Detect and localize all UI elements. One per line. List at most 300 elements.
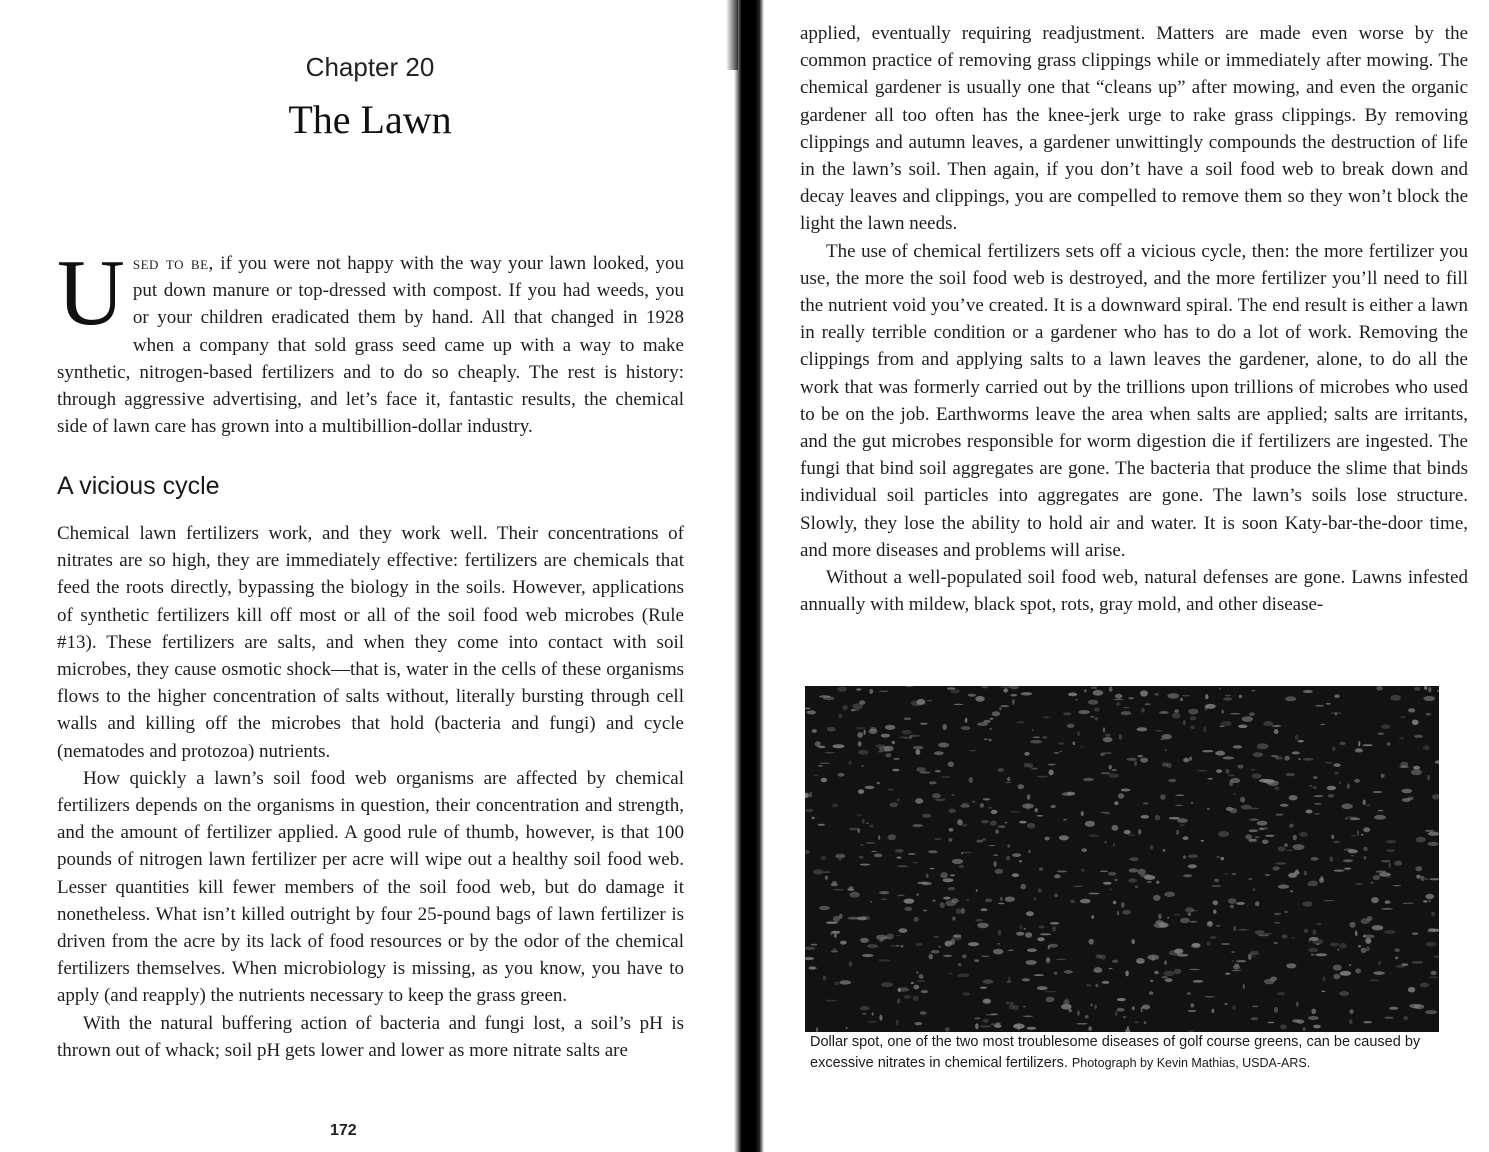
grass-speckle [1381,774,1385,778]
grass-speckle [1384,930,1396,934]
paragraph: With the natural buffering action of bacteria and fungi lost, a soil’s pH is thrown out of whack; soil pH gets lower and lower as more nitrate salts are [57,1012,684,1061]
grass-speckle [953,704,963,705]
grass-speckle [911,982,914,984]
grass-speckle [1425,894,1434,899]
grass-speckle [1408,708,1415,712]
grass-speckle [1048,945,1050,949]
grass-speckle [1233,965,1240,970]
grass-speckle [1138,755,1143,757]
grass-speckle [1188,709,1198,715]
grass-speckle [897,865,908,867]
grass-speckle [1105,841,1107,843]
grass-speckle [806,809,814,812]
grass-speckle [962,992,970,996]
grass-speckle [1412,932,1418,935]
grass-speckle [912,824,923,827]
grass-speckle [904,717,912,720]
grass-speckle [1188,854,1198,858]
grass-speckle [1409,1004,1420,1008]
grass-speckle [1012,873,1019,877]
grass-speckle [942,724,947,730]
grass-speckle [1094,967,1103,973]
grass-speckle [1303,901,1313,907]
grass-speckle [1091,915,1094,919]
grass-speckle [940,902,945,908]
grass-speckle [1274,729,1279,734]
grass-speckle [868,1021,877,1023]
grass-speckle [1077,732,1080,736]
grass-speckle [1231,970,1241,972]
grass-speckle [1275,862,1287,864]
grass-speckle [1094,708,1100,712]
grass-speckle [1045,997,1054,1003]
grass-speckle [1150,980,1153,982]
grass-speckle [1252,1006,1259,1008]
grass-speckle [1105,812,1111,815]
grass-speckle [1119,734,1123,740]
grass-speckle [1100,772,1110,774]
grass-speckle [1361,918,1370,924]
grass-speckle [1075,699,1078,701]
grass-speckle [1189,921,1198,923]
grass-speckle [1303,1027,1306,1031]
grass-speckle [830,932,832,935]
grass-speckle [934,751,944,755]
grass-speckle [998,903,1005,905]
grass-speckle [849,886,854,888]
grass-speckle [1332,746,1336,751]
grass-speckle [1086,984,1091,987]
caption-text: Dollar spot, one of the two most troublesome diseases of golf course greens, can be caused by excessive nitrates in chemical fertilizers. [810,1034,1421,1071]
grass-speckle [1423,696,1435,701]
grass-speckle [1339,781,1341,784]
grass-speckle [834,981,839,985]
grass-speckle [1320,876,1323,880]
grass-speckle [1233,793,1235,795]
grass-speckle [1037,986,1048,990]
grass-speckle [1381,908,1393,910]
grass-speckle [899,736,905,738]
grass-speckle [858,750,869,755]
grass-speckle [889,802,898,807]
grass-speckle [881,899,887,901]
grass-speckle [861,765,864,767]
grass-speckle [820,856,826,860]
grass-speckle [1213,910,1216,914]
grass-speckle [1349,964,1352,965]
grass-speckle [1277,992,1285,995]
grass-speckle [940,872,947,878]
grass-speckle [1113,843,1115,847]
grass-speckle [916,971,918,973]
grass-speckle [1036,815,1043,817]
grass-speckle [1000,705,1009,707]
grass-speckle [1361,948,1367,953]
grass-speckle [1025,932,1032,938]
right-page [760,0,1489,1152]
grass-speckle [1045,991,1057,993]
grass-speckle [1078,710,1090,714]
grass-speckle [826,1000,838,1002]
grass-speckle [1249,819,1259,821]
grass-speckle [1216,856,1219,858]
grass-speckle [948,809,956,813]
grass-speckle [1376,686,1383,691]
grass-speckle [1037,937,1044,941]
grass-speckle [866,842,876,844]
grass-speckle [1211,885,1221,887]
grass-speckle [833,744,845,748]
grass-speckle [1129,868,1139,872]
grass-speckle [1140,758,1148,763]
grass-speckle [1021,692,1033,695]
grass-speckle [1108,872,1117,876]
grass-speckle [990,821,997,826]
grass-speckle [988,807,992,809]
grass-speckle [1167,693,1179,699]
grass-speckle [1394,948,1400,952]
grass-speckle [1126,758,1137,761]
grass-speckle [866,823,869,824]
grass-speckle [1117,911,1119,915]
grass-speckle [1242,716,1254,722]
grass-speckle [968,942,979,946]
grass-speckle [1428,928,1436,930]
grass-speckle [1394,861,1402,866]
grass-speckle [1063,819,1067,820]
grass-speckle [988,739,991,742]
grass-speckle [1413,766,1420,770]
grass-speckle [847,888,854,891]
grass-speckle [948,838,952,842]
grass-speckle [1400,716,1406,718]
grass-speckle [1032,729,1034,731]
grass-speckle [904,907,912,911]
grass-speckle [961,726,971,730]
left-page [0,0,730,1152]
grass-speckle [1177,954,1189,957]
grass-speckle [888,834,896,840]
grass-speckle [1189,969,1200,970]
grass-speckle [1073,886,1083,887]
grass-speckle [1154,971,1158,975]
grass-speckle [814,775,819,776]
grass-speckle [852,703,863,709]
grass-speckle [1295,735,1299,740]
opening-text: if you were not happy with the way your lawn looked, you put down manure or top-dressed with compost. If you had weeds, you or your children eradicated them by hand. All that changed in 1928 when a company that sold grass seed came up with a way to make synthetic, nitrogen-based fertilizers and to do so cheaply. The rest is history: through aggressive advertising, and let’s face it, fantastic results, the chemical side of lawn care has grown into a multibillion-dollar industry. [57,253,684,438]
grass-speckle [1416,875,1420,879]
grass-speckle [1031,768,1037,770]
grass-speckle [1363,827,1370,832]
grass-speckle [1250,769,1255,771]
grass-speckle [1364,856,1367,860]
grass-speckle [862,1013,866,1015]
grass-speckle [1228,774,1235,776]
grass-speckle [1159,922,1169,927]
grass-speckle [1221,943,1230,945]
grass-speckle [950,874,955,876]
grass-speckle [985,899,992,903]
grass-speckle [1183,720,1186,725]
grass-speckle [1023,1006,1026,1007]
grass-speckle [1293,835,1297,841]
grass-speckle [825,752,835,753]
grass-speckle [949,973,953,974]
grass-speckle [864,730,866,735]
grass-speckle [1308,1016,1319,1020]
grass-speckle [938,946,941,948]
grass-speckle [1298,740,1304,743]
grass-speckle [965,718,968,723]
grass-speckle [1384,1017,1393,1019]
grass-speckle [1140,690,1148,696]
grass-speckle [1068,693,1077,697]
grass-speckle [1137,727,1148,731]
grass-speckle [1083,778,1094,782]
grass-speckle [1296,1002,1299,1007]
grass-speckle [1223,697,1232,700]
grass-speckle [1327,786,1336,791]
grass-speckle [1144,875,1155,880]
grass-speckle [1027,948,1037,952]
grass-speckle [1113,901,1117,905]
grass-speckle [974,959,979,962]
grass-speckle [1343,859,1353,862]
grass-speckle [1212,1009,1215,1013]
grass-speckle [1021,884,1026,890]
grass-speckle [860,1006,869,1010]
grass-speckle [1030,740,1042,744]
grass-speckle [928,850,938,853]
grass-speckle [975,919,983,922]
grass-speckle [1355,883,1363,884]
grass-speckle [1150,845,1154,850]
grass-speckle [917,882,928,885]
grass-speckle [851,709,856,711]
grass-speckle [856,727,866,729]
grass-speckle [1175,805,1183,807]
grass-speckle [1290,890,1293,892]
grass-speckle [1134,1022,1139,1024]
grass-speckle [983,979,993,984]
grass-speckle [1009,1004,1015,1009]
grass-speckle [1081,868,1085,872]
grass-speckle [1084,689,1086,692]
grass-speckle [1289,795,1298,800]
grass-speckle [1123,1016,1127,1019]
grass-speckle [1183,855,1186,858]
grass-speckle [1118,793,1124,799]
paragraph: applied, eventually requiring readjustment. Matters are made even worse by the common practice of removing grass clippings while or immediately after mowing. The chemical gardener is usually one that “cleans up” after mowing, and even the organic gardener all too often has the knee-jerk urge to rake grass clippings. By removing clippings and autumn leaves, a gardener unwittingly compounds the destruction of life in the lawn’s soil. Then again, if you don’t have a soil food web to break down and decay leaves and clippings, you are compelled to remove them so they won’t block the light the lawn needs. [800,23,1468,235]
grass-speckle [1289,824,1294,828]
grass-speckle [1061,1004,1072,1010]
grass-speckle [833,889,844,891]
grass-speckle [1175,795,1184,797]
grass-speckle [1249,839,1257,841]
grass-speckle [1267,780,1279,786]
grass-speckle [1358,945,1361,948]
grass-speckle [1232,873,1236,875]
grass-speckle [1121,711,1132,715]
grass-speckle [1363,935,1375,939]
grass-speckle [1091,686,1098,689]
grass-speckle [1240,797,1245,803]
grass-speckle [999,707,1002,710]
grass-speckle [1161,734,1171,739]
grass-speckle [874,854,883,858]
grass-speckle [1339,991,1349,996]
dollar-spot-photo [805,686,1439,1032]
grass-speckle [1395,957,1398,960]
grass-speckle [1270,977,1277,982]
grass-speckle [917,699,926,705]
grass-speckle [945,941,953,947]
grass-speckle [1054,874,1060,878]
grass-speckle [871,851,877,852]
grass-speckle [1058,742,1064,744]
grass-speckle [1337,949,1339,951]
grass-speckle [1174,949,1183,954]
grass-speckle [1373,971,1385,975]
grass-speckle [1103,737,1113,742]
drop-cap: U [57,241,125,345]
grass-speckle [1307,884,1310,885]
grass-speckle [1012,699,1015,705]
grass-speckle [1005,897,1015,902]
grass-speckle [1088,700,1098,705]
grass-speckle [1414,735,1423,738]
grass-speckle [1085,821,1095,827]
grass-speckle [1142,1005,1150,1010]
grass-speckle [1143,802,1149,804]
grass-speckle [1034,974,1044,976]
grass-speckle [980,1025,991,1027]
grass-speckle [1278,847,1286,852]
grass-speckle [1330,942,1339,946]
grass-speckle [1132,939,1135,944]
grass-speckle [1128,878,1137,882]
grass-speckle [1029,850,1031,853]
grass-speckle [1180,698,1183,701]
grass-speckle [1076,1023,1088,1024]
grass-speckle [812,729,817,733]
grass-speckle [1378,810,1384,811]
grass-speckle [898,928,907,933]
grass-speckle [865,786,875,789]
grass-speckle [922,814,931,818]
grass-speckle [1284,756,1289,761]
grass-speckle [858,789,864,794]
grass-speckle [1331,835,1334,839]
grass-speckle [1265,835,1275,837]
grass-speckle [1280,804,1288,807]
grass-speckle [1257,743,1269,749]
grass-speckle [1027,823,1036,829]
grass-speckle [976,889,978,891]
grass-speckle [1129,857,1138,861]
grass-speckle [848,761,852,765]
grass-speckle [1164,892,1175,898]
grass-speckle [1189,757,1192,761]
grass-speckle [952,917,956,921]
grass-speckle [869,825,873,828]
grass-speckle [1366,804,1370,806]
grass-speckle [1232,1005,1236,1010]
grass-speckle [1238,725,1247,729]
grass-speckle [1333,974,1340,980]
grass-speckle [897,799,900,802]
grass-speckle [1236,960,1246,962]
grass-speckle [952,794,955,795]
grass-speckle [1415,866,1422,871]
grass-speckle [1023,1016,1033,1018]
grass-speckle [1020,924,1022,930]
grass-speckle [897,999,900,1004]
grass-speckle [916,767,926,772]
grass-speckle [1386,849,1395,852]
grass-speckle [849,828,861,831]
grass-speckle [961,803,969,805]
grass-speckle [1136,961,1146,963]
grass-speckle [989,728,992,730]
grass-speckle [813,869,823,874]
grass-speckle [1051,805,1056,808]
grass-speckle [916,943,923,946]
grass-speckle [1190,1003,1194,1007]
grass-speckle [1155,730,1162,732]
grass-speckle [913,862,917,863]
grass-speckle [1304,871,1307,876]
grass-speckle [1162,762,1168,766]
book-gutter-flare [726,0,738,70]
grass-speckle [1187,992,1191,995]
grass-speckle [975,1023,979,1029]
grass-speckle [1253,888,1256,891]
grass-speckle [879,891,889,894]
grass-speckle [1278,885,1289,889]
grass-speckle [1232,960,1235,961]
grass-speckle [914,917,919,922]
grass-speckle [1205,704,1216,709]
grass-speckle [1428,842,1439,846]
grass-speckle [1154,693,1159,696]
grass-speckle [1091,1004,1093,1007]
grass-speckle [1315,705,1324,707]
grass-speckle [1333,965,1342,971]
grass-speckle [1372,791,1382,793]
grass-speckle [1285,696,1296,701]
grass-speckle [831,950,838,952]
grass-speckle [1372,925,1384,930]
grass-speckle [1389,863,1391,868]
grass-speckle [981,956,990,958]
grass-speckle [1173,914,1180,916]
grass-speckle [1081,811,1084,816]
grass-speckle [1220,721,1232,726]
grass-speckle [968,694,976,697]
paragraph: How quickly a lawn’s soil food web organisms are affected by chemical fertilizers depends on the organisms in question, their concentration and strength, and the amount of fertilizer applied. A good rule of thumb, however, is that 100 pounds of nitrogen lawn fertilizer per acre will wipe out a healthy soil food web. Lesser quantities kill fewer members of the soil food web, but do damage it nonetheless. What isn’t killed outright by four 25-pound bags of lawn fertilizer is driven from the acre by its lack of food resources or by the odor of the chemical fertilizers themselves. When microbiology is missing, as you know, you have to apply (and reapply) the nutrients necessary to keep the grass green. [57,767,684,1007]
grass-speckle [1354,779,1360,783]
grass-speckle [1237,765,1243,769]
grass-speckle [1431,912,1435,917]
grass-speckle [1007,844,1010,847]
chapter-title: The Lawn [288,97,452,142]
grass-speckle [1144,1021,1147,1024]
grass-speckle [881,734,890,738]
grass-speckle [1355,968,1361,973]
grass-speckle [1054,972,1058,975]
grass-speckle [872,1012,874,1015]
